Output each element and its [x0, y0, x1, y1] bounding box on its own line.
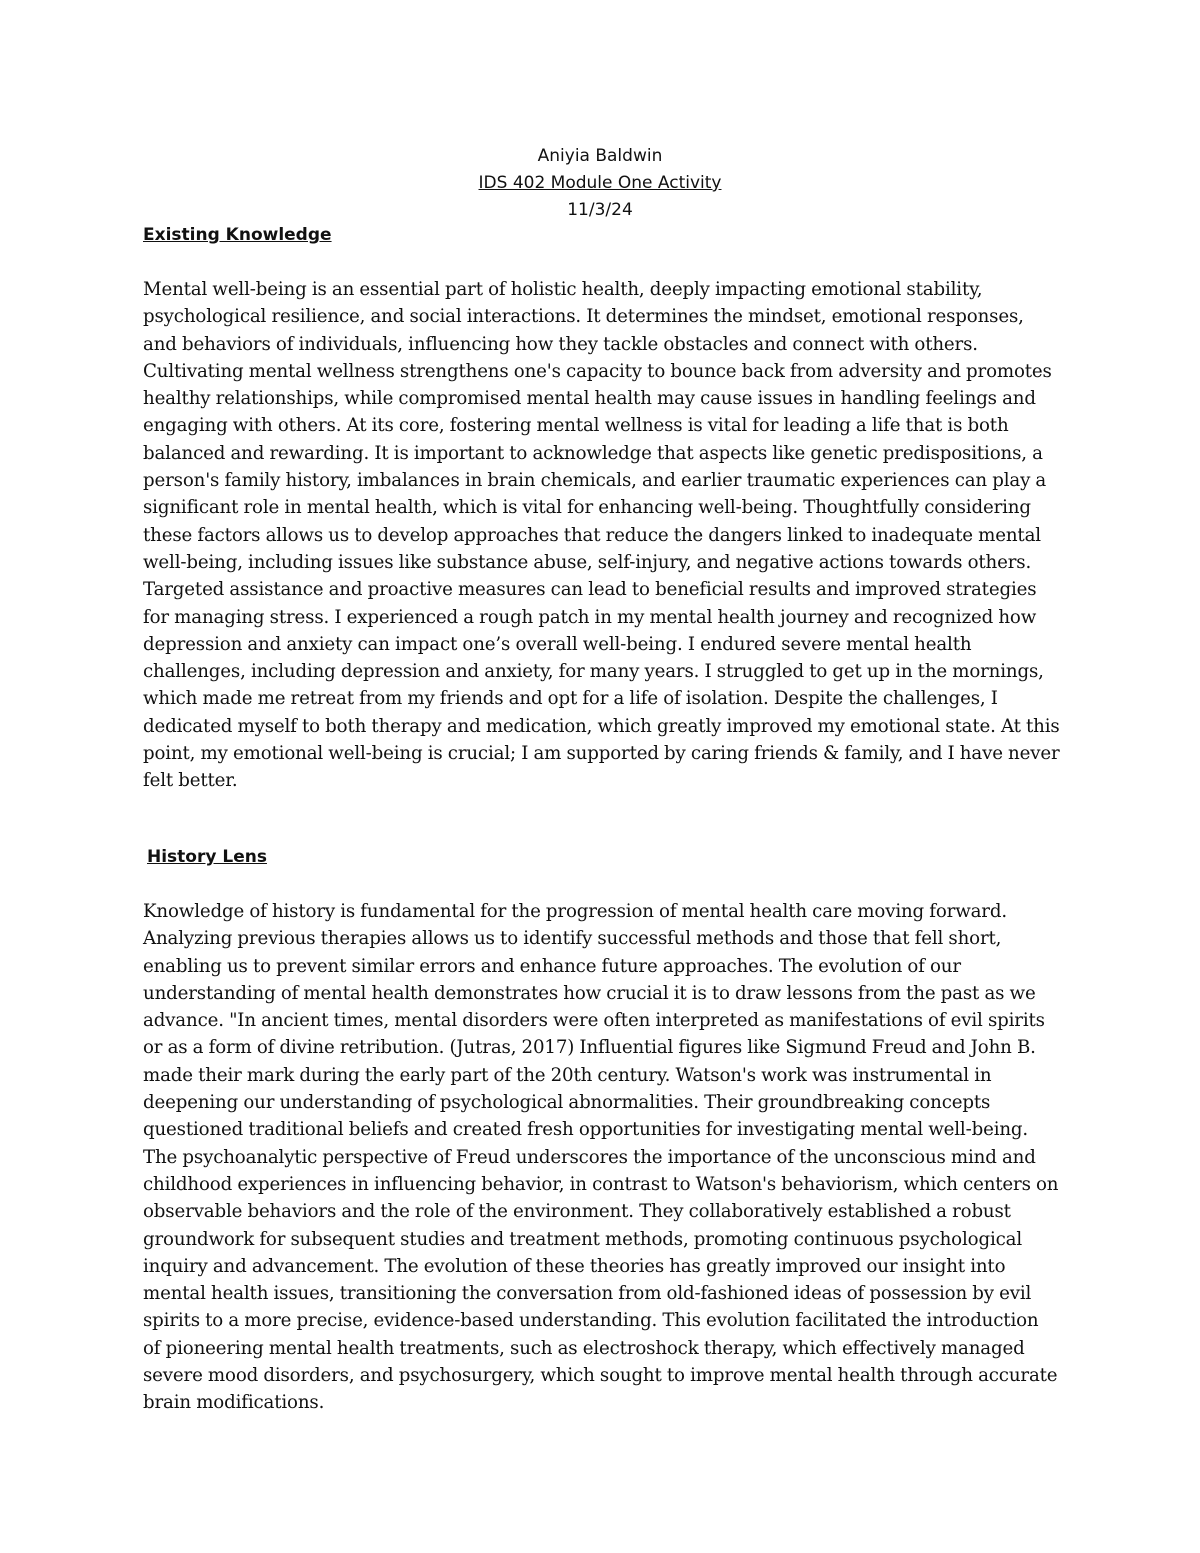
document-date: 11/3/24 — [567, 200, 633, 220]
course-title: IDS 402 Module One Activity — [478, 173, 722, 193]
document-header — [0, 143, 1200, 224]
section-body-history-lens: Knowledge of history is fundamental for the progression of mental health care moving forward. Analyzing previous therapies allows us to identify successful methods and those that fell short, enabling us to prevent similar errors and enhance future approaches. The evolution of our understanding of mental health demonstrates how crucial it is to draw lessons from the past as we advance. "In ancient times, mental disorders were often interpreted as manifestations of evil spirits or as a form of divine retribution. (Jutras, 2017) Influential figures like Sigmund Freud and John B. made their mark during the early part of the 20th century. Watson's work was instrumental in deepening our understanding of psychological abnormalities. Their groundbreaking concepts questioned traditional beliefs and created fresh opportunities for investigating mental well-being. The psychoanalytic perspective of Freud underscores the importance of the unconscious mind and childhood experiences in influencing behavior, in contrast to Watson's behaviorism, which centers on observable behaviors and the role of the environment. They collaboratively established a robust groundwork for subsequent studies and treatment methods, promoting continuous psychological inquiry and advancement. The evolution of these theories has greatly improved our insight into mental health issues, transitioning the conversation from old-fashioned ideas of possession by evil spirits to a more precise, evidence-based understanding. This evolution facilitated the introduction of pioneering mental health treatments, such as electroshock therapy, which effectively managed severe mood disorders, and psychosurgery, which sought to improve mental health through accurate brain modifications. — [143, 901, 1059, 1414]
section-heading-existing-knowledge: Existing Knowledge — [143, 225, 332, 245]
author-name: Aniyia Baldwin — [537, 146, 663, 166]
section-heading-history-lens: History Lens — [147, 847, 267, 867]
section-body-existing-knowledge: Mental well-being is an essential part of holistic health, deeply impacting emotional stability, psychological resilience, and social interactions. It determines the mindset, emotional responses, and behaviors of individuals, influencing how they tackle obstacles and connect with others. Cultivating mental wellness strengthens one's capacity to bounce back from adversity and promotes healthy relationships, while compromised mental health may cause issues in handling feelings and engaging with others. At its core, fostering mental wellness is vital for leading a life that is both balanced and rewarding. It is important to acknowledge that aspects like genetic predispositions, a person's family history, imbalances in brain chemicals, and earlier traumatic experiences can play a significant role in mental health, which is vital for enhancing well-being. Thoughtfully considering these factors allows us to develop approaches that reduce the dangers linked to inadequate mental well-being, including issues like substance abuse, self-injury, and negative actions towards others. Targeted assistance and proactive measures can lead to beneficial results and improved strategies for managing stress. I experienced a rough patch in my mental health journey and recognized how depression and anxiety can impact one’s overall well-being. I endured severe mental health challenges, including depression and anxiety, for many years. I struggled to get up in the mornings, which made me retreat from my friends and opt for a life of isolation. Despite the challenges, I dedicated myself to both therapy and medication, which greatly improved my emotional state. At this point, my emotional well-being is crucial; I am supported by caring friends & family, and I have never felt better. — [143, 279, 1060, 792]
